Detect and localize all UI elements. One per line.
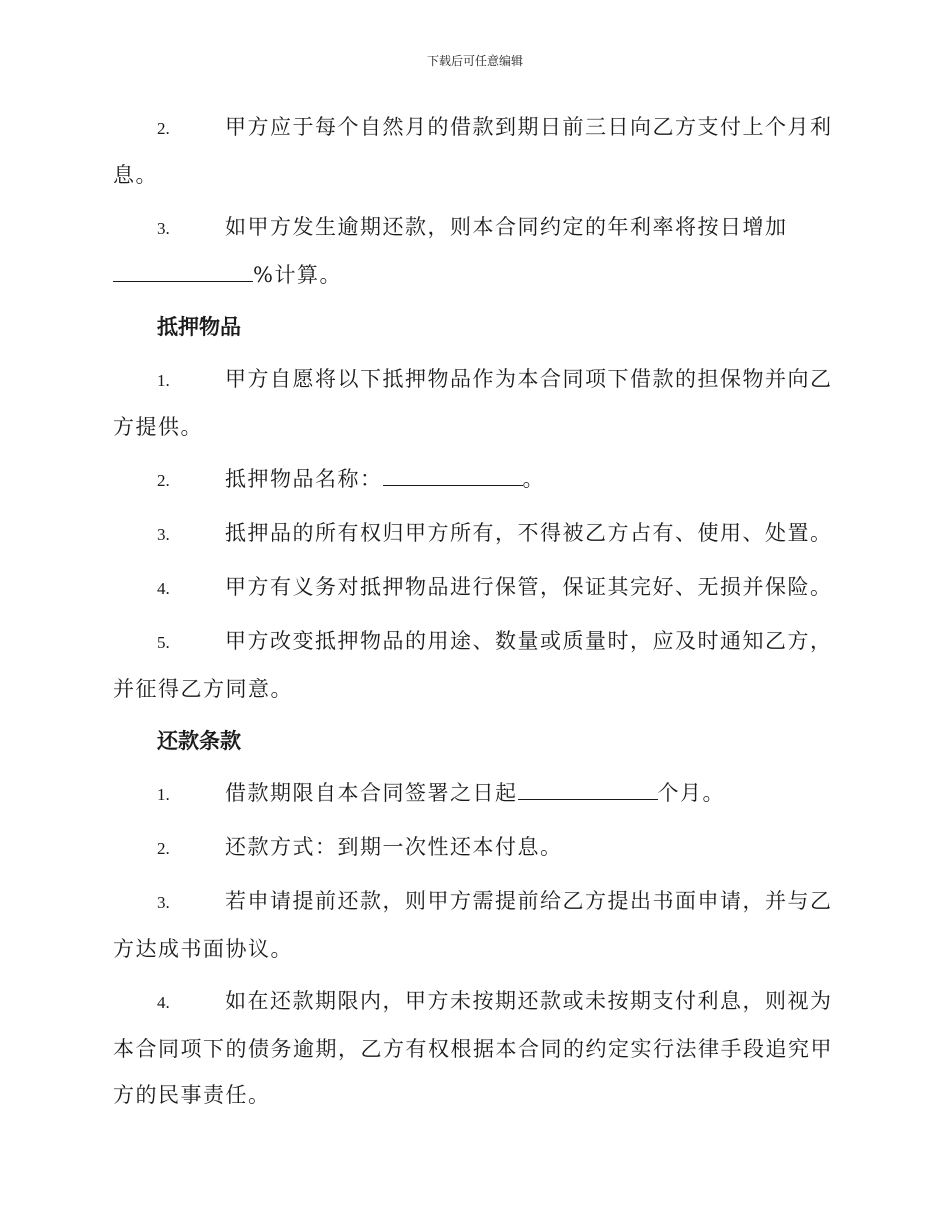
clause-number: 4. bbox=[157, 579, 170, 598]
page-header: 下载后可任意编辑 bbox=[426, 54, 523, 68]
repayment-clause-4 bbox=[113, 978, 835, 1118]
clause-text: 甲方有义务对抵押物品进行保管，保证其完好、无损并保险。 bbox=[225, 575, 833, 599]
loan-term-blank[interactable] bbox=[518, 777, 658, 800]
clause-number: 1. bbox=[157, 371, 170, 390]
collateral-name-blank[interactable] bbox=[383, 463, 523, 486]
clause-number: 2. bbox=[157, 119, 170, 138]
clause-number: 3. bbox=[157, 893, 170, 912]
clause-number: 2. bbox=[157, 839, 170, 858]
clause-text-suffix: 个月。 bbox=[657, 781, 725, 805]
clause-text: 甲方自愿将以下抵押物品作为本合同项下借款的担保物并向乙方提供。 bbox=[113, 367, 833, 439]
clause-text: 甲方应于每个自然月的借款到期日前三日向乙方支付上个月利息。 bbox=[113, 115, 833, 187]
section-title-repayment: 还款条款 bbox=[157, 728, 241, 753]
document-body bbox=[113, 104, 835, 1124]
clause-text-suffix: %计算。 bbox=[253, 263, 342, 287]
collateral-clause-3 bbox=[113, 510, 835, 558]
collateral-clause-4 bbox=[113, 564, 835, 612]
clause-text: 抵押物品名称： bbox=[225, 467, 383, 491]
clause-text-suffix: 。 bbox=[522, 467, 545, 491]
repayment-clause-3 bbox=[113, 878, 835, 972]
clause-number: 5. bbox=[157, 633, 170, 652]
collateral-clause-2 bbox=[113, 456, 835, 504]
clause-text: 如甲方发生逾期还款，则本合同约定的年利率将按日增加 bbox=[225, 215, 788, 239]
clause-text: 还款方式：到期一次性还本付息。 bbox=[225, 835, 563, 859]
clause-number: 1. bbox=[157, 785, 170, 804]
clause-text: 抵押品的所有权归甲方所有，不得被乙方占有、使用、处置。 bbox=[225, 521, 833, 545]
collateral-clause-5 bbox=[113, 618, 835, 712]
clause-number: 2. bbox=[157, 471, 170, 490]
clause-text: 借款期限自本合同签署之日起 bbox=[225, 781, 518, 805]
collateral-clause-1 bbox=[113, 356, 835, 450]
clause-number: 3. bbox=[157, 525, 170, 544]
section-title-collateral: 抵押物品 bbox=[157, 314, 241, 339]
clause-number: 4. bbox=[157, 993, 170, 1012]
clause-text: 若申请提前还款，则甲方需提前给乙方提出书面申请，并与乙方达成书面协议。 bbox=[113, 889, 833, 961]
rate-increase-blank[interactable] bbox=[113, 259, 253, 282]
clause-text: 如在还款期限内，甲方未按期还款或未按期支付利息，则视为本合同项下的债务逾期，乙方有权根据本合同的约定实行法律手段追究甲方的民事责任。 bbox=[113, 989, 833, 1107]
clause-text: 甲方改变抵押物品的用途、数量或质量时，应及时通知乙方，并征得乙方同意。 bbox=[113, 629, 833, 701]
interest-clause-2 bbox=[113, 104, 835, 198]
repayment-clause-2 bbox=[113, 824, 835, 872]
clause-number: 3. bbox=[157, 219, 170, 238]
repayment-clause-1 bbox=[113, 770, 835, 818]
interest-clause-3 bbox=[113, 204, 835, 298]
